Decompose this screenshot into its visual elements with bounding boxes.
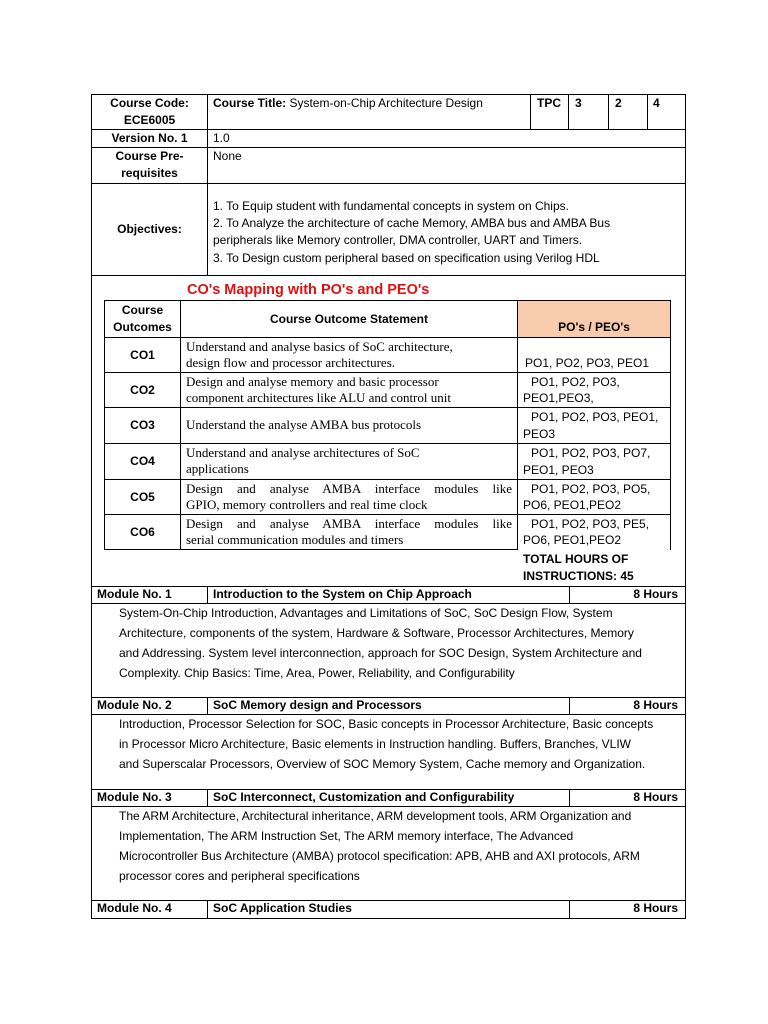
module-hours: 8 Hours <box>633 790 678 804</box>
co-pos: PEO3 <box>523 427 556 441</box>
module-title: SoC Memory design and Processors <box>213 698 422 712</box>
objectives-label: Objectives: <box>117 222 182 236</box>
co-pos: PO1, PO2, PO3, PEO1 <box>525 356 650 370</box>
version-label: Version No. 1 <box>111 131 188 145</box>
co-pos: PO1, PO2, PO3, PO7, <box>531 446 651 460</box>
co-statement: Understand the analyse AMBA bus protocols <box>186 417 422 432</box>
co-id: CO2 <box>130 383 155 397</box>
tpc-label: TPC <box>537 96 561 110</box>
co-statement: Understand and analyse basics of SoC architecture, <box>186 339 453 354</box>
content-line: in Processor Micro Architecture, Basic elements in Instruction handling. Buffers, Branches, VLIW <box>119 737 632 751</box>
module-hours: 8 Hours <box>633 901 678 915</box>
content-line: processor cores and peripheral specifications <box>119 869 360 883</box>
co-pos: PO6, PEO1,PEO2 <box>523 498 622 512</box>
content-line: System-On-Chip Introduction, Advantages and Limitations of SoC, SoC Design Flow, System <box>119 606 613 620</box>
co-statement: component architectures like ALU and control unit <box>186 390 451 405</box>
co-statement: Design and analyse memory and basic processor <box>186 374 439 389</box>
module-number: Module No. 3 <box>97 790 172 804</box>
module-hours: 8 Hours <box>633 587 678 601</box>
course-title-value: System-on-Chip Architecture Design <box>289 96 483 110</box>
co-statement: Design and analyse AMBA interface modules like <box>186 481 512 496</box>
course-code: ECE6005 <box>123 113 176 127</box>
co-pos: PO6, PEO1,PEO2 <box>523 533 622 547</box>
co-statement: Understand and analyse architectures of SoC <box>186 445 420 460</box>
prereq-label-line2: requisites <box>121 166 178 180</box>
course-title <box>213 95 483 112</box>
prereq-value: None <box>213 149 242 163</box>
co-statement: GPIO, memory controllers and real time clock <box>186 497 428 512</box>
total-hours-value: INSTRUCTIONS: 45 <box>523 569 634 583</box>
co-id: CO1 <box>130 348 155 362</box>
objective-line: 1. To Equip student with fundamental concepts in system on Chips. <box>213 199 569 213</box>
co-pos: PO1, PO2, PO3, PE5, <box>531 517 650 531</box>
tpc-practical: 2 <box>615 96 622 110</box>
co-id: CO5 <box>130 490 155 504</box>
co-id: CO6 <box>130 525 155 539</box>
co-statement: applications <box>186 461 249 476</box>
co-id: CO4 <box>130 454 155 468</box>
version-value: 1.0 <box>213 131 230 145</box>
module-content <box>119 714 676 774</box>
content-line: and Addressing. System level interconnection, approach for SOC Design, System Architecture and <box>119 646 642 660</box>
content-line: and Superscalar Processors, Overview of SOC Memory System, Cache memory and Organization. <box>119 757 646 771</box>
module-number: Module No. 1 <box>97 587 172 601</box>
tpc-theory: 3 <box>575 96 582 110</box>
content-line: Implementation, The ARM Instruction Set, The ARM memory interface, The Advanced <box>119 829 574 843</box>
tpc-credits: 4 <box>653 96 660 110</box>
objective-line: 2. To Analyze the architecture of cache Memory, AMBA bus and AMBA Bus <box>213 216 611 230</box>
total-hours-label: TOTAL HOURS OF <box>523 552 629 566</box>
module-content <box>119 806 676 886</box>
module-title: SoC Application Studies <box>213 901 352 915</box>
co-pos: PEO1,PEO3, <box>523 391 594 405</box>
module-title: SoC Interconnect, Customization and Configurability <box>213 790 515 804</box>
col-statement-header: Course Outcome Statement <box>269 312 429 326</box>
col-outcomes-header-1: Course <box>121 303 164 317</box>
module-content <box>119 603 676 683</box>
module-number: Module No. 4 <box>97 901 172 915</box>
content-line: Microcontroller Bus Architecture (AMBA) protocol specification: APB, AHB and AXI protocols, ARM <box>119 849 640 863</box>
co-pos: PO1, PO2, PO3, <box>531 375 620 389</box>
objective-line: 3. To Design custom peripheral based on specification using Verilog HDL <box>213 251 600 265</box>
module-number: Module No. 2 <box>97 698 172 712</box>
course-code-label: Course Code: <box>110 96 189 110</box>
co-id: CO3 <box>130 418 155 432</box>
co-pos: PEO1, PEO3 <box>523 463 594 477</box>
content-line: Introduction, Processor Selection for SOC, Basic concepts in Processor Architecture, Basic concepts <box>119 717 654 731</box>
co-mapping-heading: CO's Mapping with PO's and PEO's <box>187 282 430 298</box>
module-title: Introduction to the System on Chip Approach <box>213 587 472 601</box>
col-outcomes-header-2: Outcomes <box>113 320 172 334</box>
col-pos-header: PO's / PEO's <box>558 320 630 334</box>
content-line: Architecture, components of the system, Hardware & Software, Processor Architectures, Memory <box>119 626 634 640</box>
prereq-label-line1: Course Pre- <box>115 149 184 163</box>
objective-line: peripherals like Memory controller, DMA controller, UART and Timers. <box>213 233 583 247</box>
co-pos: PO1, PO2, PO3, PO5, <box>531 482 651 496</box>
co-statement: design flow and processor architectures. <box>186 355 396 370</box>
course-title-label: Course Title: <box>213 96 287 110</box>
co-statement: Design and analyse AMBA interface modules like <box>186 516 512 531</box>
content-line: The ARM Architecture, Architectural inheritance, ARM development tools, ARM Organization and <box>119 809 632 823</box>
co-pos: PO1, PO2, PO3, PEO1, <box>531 410 659 424</box>
content-line: Complexity. Chip Basics: Time, Area, Power, Reliability, and Configurability <box>119 666 515 680</box>
co-statement: serial communication modules and timers <box>186 532 404 547</box>
module-hours: 8 Hours <box>633 698 678 712</box>
